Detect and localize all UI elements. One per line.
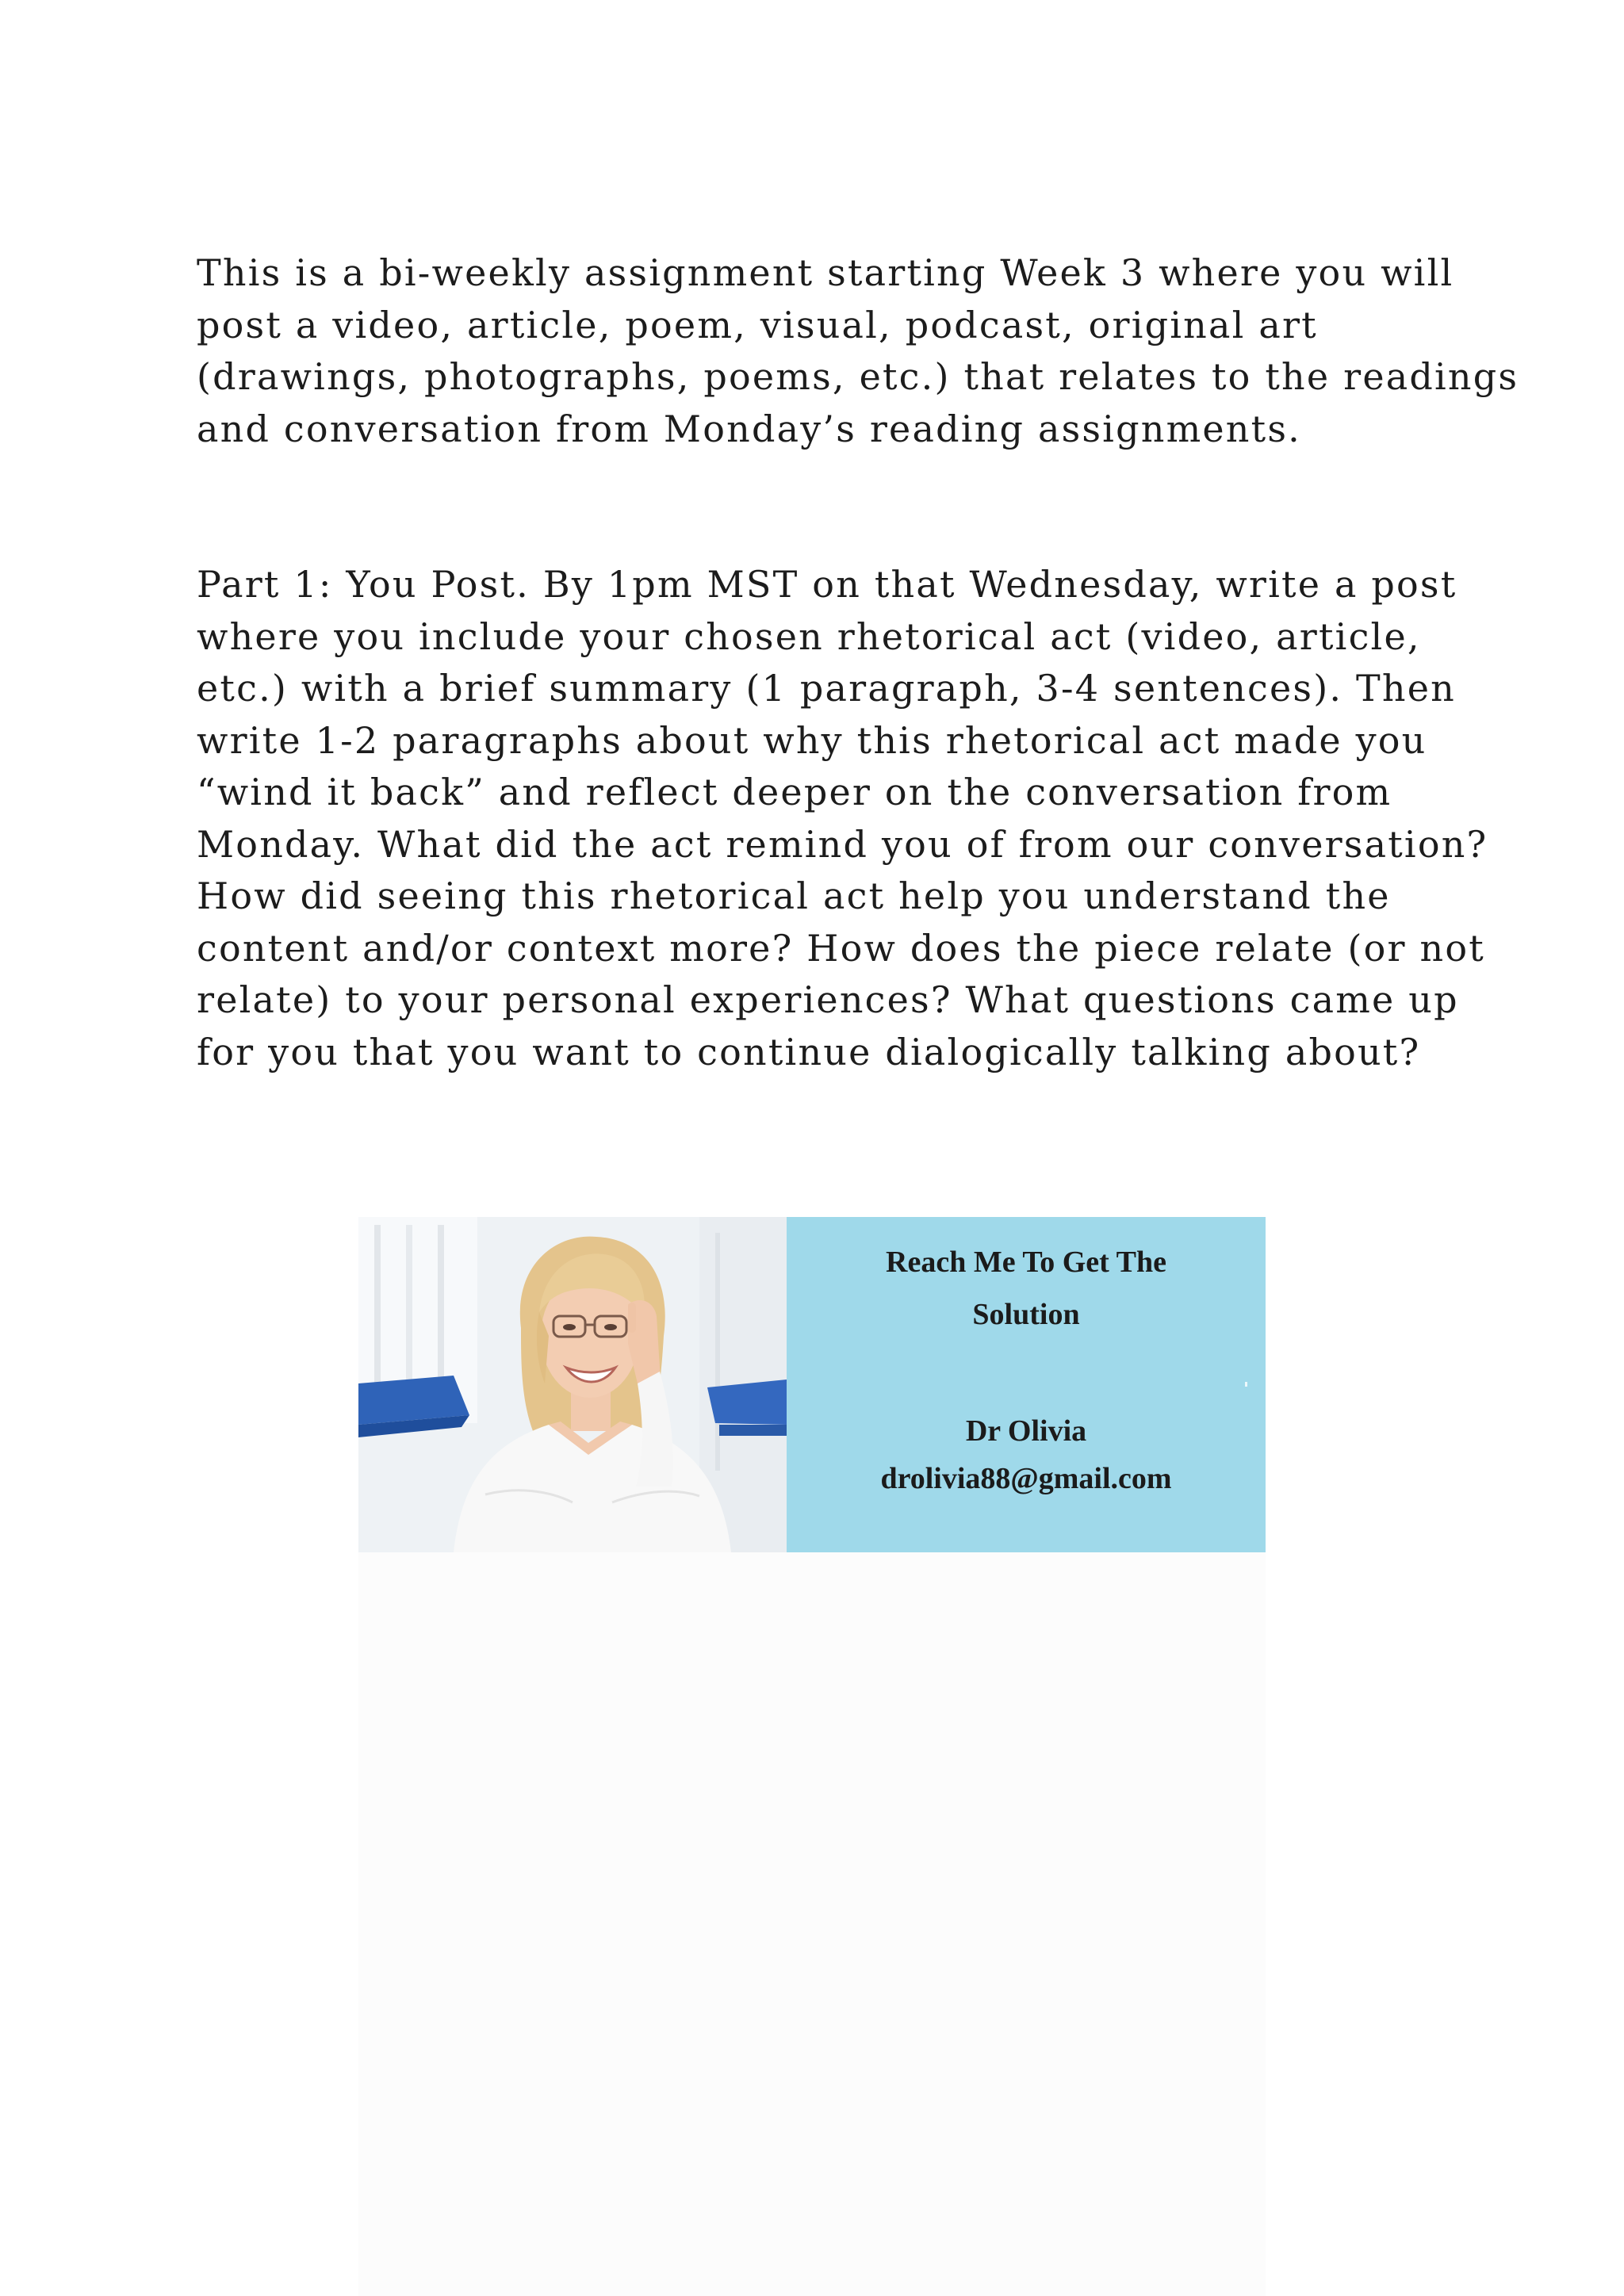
contact-email: drolivia88@gmail.com — [880, 1462, 1172, 1495]
contact-name: Dr Olivia — [965, 1414, 1087, 1448]
part-1-instructions-paragraph — [197, 559, 1488, 1078]
banner-heading-line-2: Solution — [972, 1298, 1080, 1331]
paragraph-line: This is a bi-weekly assignment starting Week 3 where you will — [197, 251, 1454, 294]
paragraph-line: Part 1: You Post. By 1pm MST on that Wednesday, write a post — [197, 563, 1457, 606]
paragraph-line: relate) to your personal experiences? What questions came up — [197, 978, 1459, 1021]
contact-banner — [358, 1217, 1266, 1552]
paragraph-line: content and/or context more? How does the piece relate (or not — [197, 926, 1485, 970]
paragraph-line: “wind it back” and reflect deeper on the conversation from — [197, 771, 1392, 813]
paragraph-line: post a video, article, poem, visual, podcast, original art — [197, 303, 1318, 346]
paragraph-line: where you include your chosen rhetorical act (video, article, — [197, 614, 1421, 658]
woman-photo-illustration — [358, 1217, 787, 1552]
panel-speck — [1245, 1382, 1247, 1387]
paragraph-line: for you that you want to continue dialogically talking about? — [197, 1030, 1421, 1073]
assignment-intro-paragraph — [197, 247, 1519, 455]
contact-info-panel — [787, 1217, 1266, 1552]
banner-heading-line-1: Reach Me To Get The — [886, 1246, 1166, 1279]
paragraph-line: Monday. What did the act remind you of from our conversation? — [197, 822, 1488, 866]
woman-photo — [358, 1217, 787, 1552]
paragraph-line: (drawings, photographs, poems, etc.) that relates to the readings — [197, 355, 1519, 398]
paragraph-line: How did seeing this rhetorical act help you understand the — [197, 874, 1391, 917]
paragraph-line: etc.) with a brief summary (1 paragraph, 3-4 sentences). Then — [197, 667, 1456, 710]
paragraph-line: write 1-2 paragraphs about why this rhetorical act made you — [197, 718, 1427, 762]
paragraph-line: and conversation from Monday’s reading assignments. — [197, 407, 1301, 450]
blank-image-area — [358, 1552, 1266, 2296]
